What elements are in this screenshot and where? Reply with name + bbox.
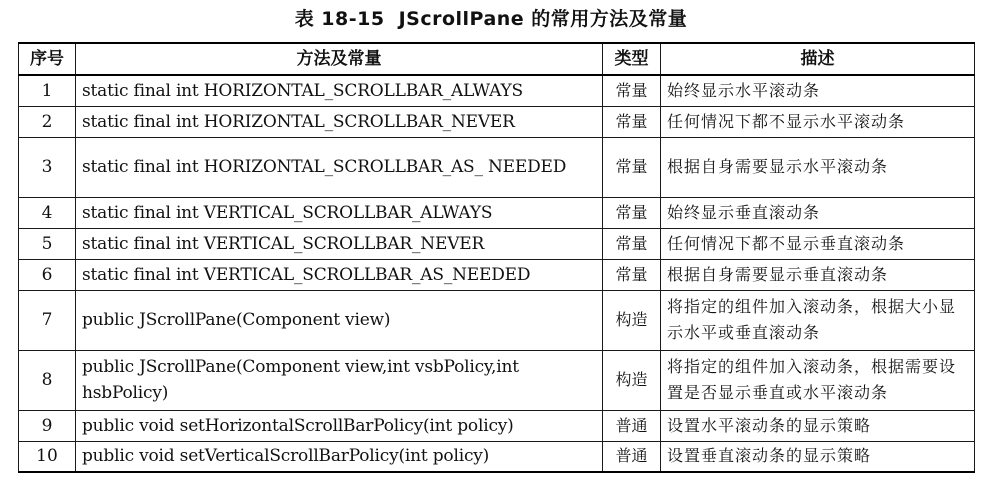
- table-row: [19, 106, 975, 137]
- row-number: 1: [19, 75, 76, 106]
- table-row: [19, 259, 975, 290]
- row-description: 根据自身需要显示垂直滚动条: [661, 259, 975, 290]
- row-method: static final int HORIZONTAL_SCROLLBAR_ALWAYS: [76, 75, 603, 106]
- table-row: [19, 290, 975, 350]
- row-number: 5: [19, 228, 76, 259]
- row-number: 4: [19, 197, 76, 228]
- row-method: public JScrollPane(Component view,int vsbPolicy,int hsbPolicy): [76, 350, 603, 410]
- row-method: public JScrollPane(Component view): [76, 290, 603, 350]
- row-description: 将指定的组件加入滚动条，根据需要设置是否显示垂直或水平滚动条: [661, 350, 975, 410]
- row-method: static final int VERTICAL_SCROLLBAR_NEVER: [76, 228, 603, 259]
- row-description: 始终显示水平滚动条: [661, 75, 975, 106]
- row-description: 设置垂直滚动条的显示策略: [661, 441, 975, 472]
- row-method: static final int VERTICAL_SCROLLBAR_ALWAYS: [76, 197, 603, 228]
- table-row: [19, 410, 975, 441]
- row-number: 2: [19, 106, 76, 137]
- row-type: 常量: [603, 197, 661, 228]
- table-row: [19, 137, 975, 197]
- row-number: 3: [19, 137, 76, 197]
- row-description: 始终显示垂直滚动条: [661, 197, 975, 228]
- table-caption: [0, 6, 982, 32]
- table-caption-label: 表 18-15: [294, 8, 385, 30]
- row-type: 常量: [603, 106, 661, 137]
- row-type: 常量: [603, 137, 661, 197]
- row-type: 构造: [603, 290, 661, 350]
- row-method: public void setVerticalScrollBarPolicy(int policy): [76, 441, 603, 472]
- row-method: static final int HORIZONTAL_SCROLLBAR_NEVER: [76, 106, 603, 137]
- row-method: public void setHorizontalScrollBarPolicy(int policy): [76, 410, 603, 441]
- row-number: 6: [19, 259, 76, 290]
- row-description: 根据自身需要显示水平滚动条: [661, 137, 975, 197]
- table-row: [19, 197, 975, 228]
- row-number: 9: [19, 410, 76, 441]
- header-desc: 描述: [661, 43, 975, 75]
- header-no: 序号: [19, 43, 76, 75]
- row-method: static final int HORIZONTAL_SCROLLBAR_AS_ NEEDED: [76, 137, 603, 197]
- header-method: 方法及常量: [76, 43, 603, 75]
- row-type: 构造: [603, 350, 661, 410]
- table-header-row: [19, 43, 975, 75]
- row-type: 常量: [603, 75, 661, 106]
- row-description: 将指定的组件加入滚动条，根据大小显示水平或垂直滚动条: [661, 290, 975, 350]
- header-type: 类型: [603, 43, 661, 75]
- row-description: 任何情况下都不显示水平滚动条: [661, 106, 975, 137]
- row-description: 设置水平滚动条的显示策略: [661, 410, 975, 441]
- row-method: static final int VERTICAL_SCROLLBAR_AS_NEEDED: [76, 259, 603, 290]
- table-row: [19, 228, 975, 259]
- row-type: 常量: [603, 228, 661, 259]
- row-type: 常量: [603, 259, 661, 290]
- table-row: [19, 441, 975, 472]
- row-type: 普通: [603, 441, 661, 472]
- row-number: 7: [19, 290, 76, 350]
- row-type: 普通: [603, 410, 661, 441]
- row-description: 任何情况下都不显示垂直滚动条: [661, 228, 975, 259]
- table-row: [19, 350, 975, 410]
- table-caption-title: JScrollPane 的常用方法及常量: [398, 8, 688, 30]
- row-number: 8: [19, 350, 76, 410]
- methods-table: [18, 42, 975, 473]
- row-number: 10: [19, 441, 76, 472]
- table-row: [19, 75, 975, 106]
